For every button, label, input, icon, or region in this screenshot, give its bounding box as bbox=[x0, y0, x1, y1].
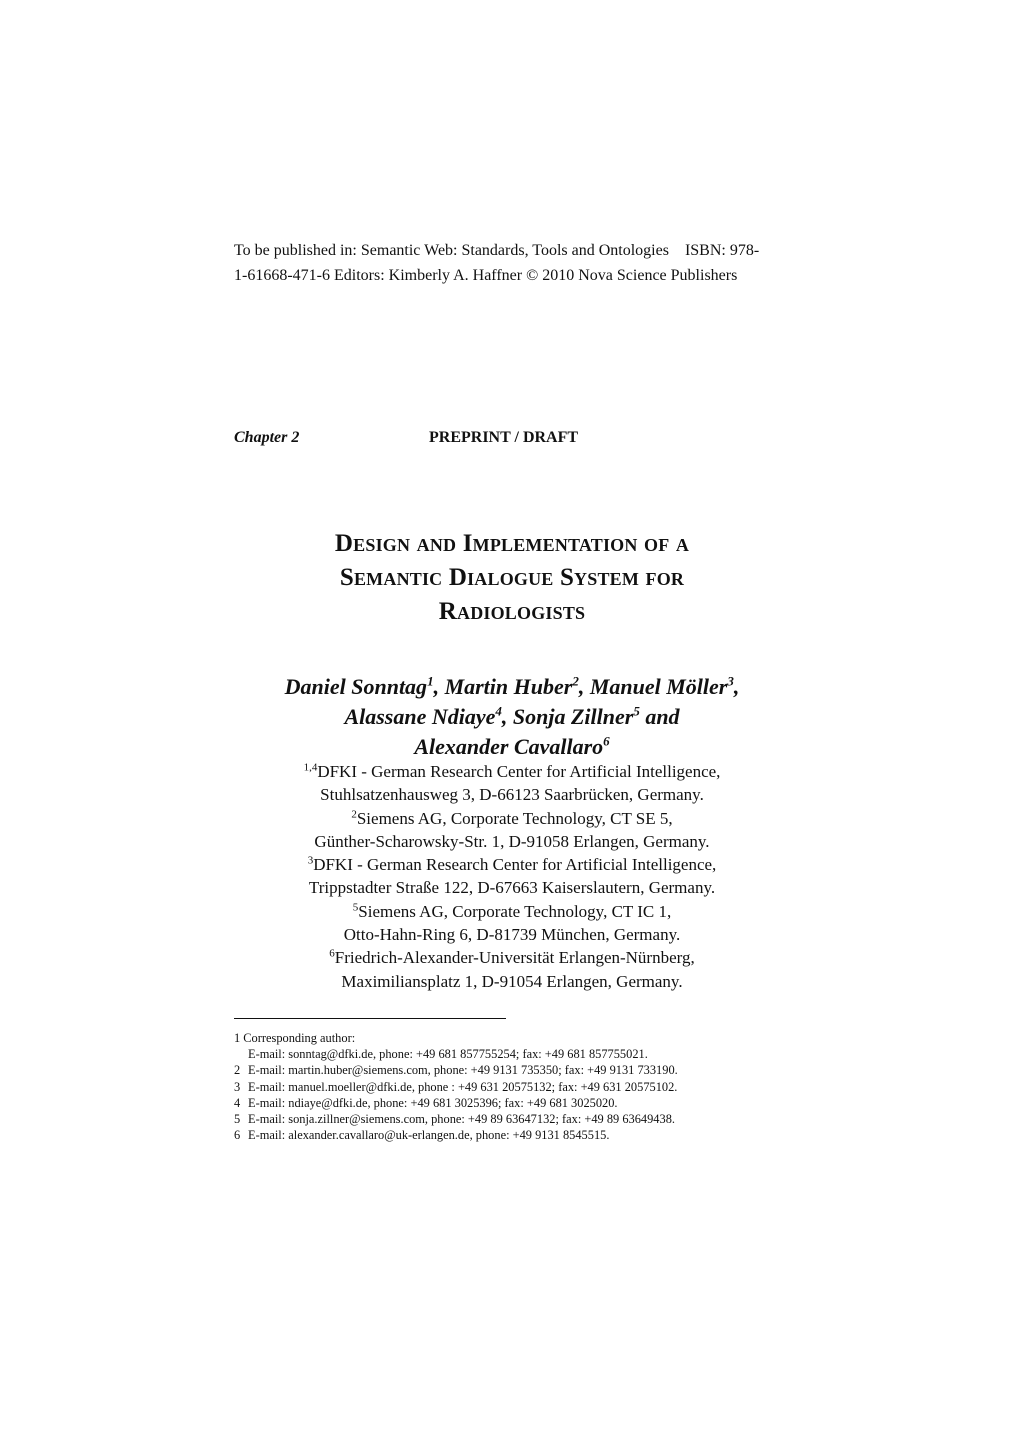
publication-note bbox=[234, 238, 804, 288]
author-list bbox=[180, 672, 844, 762]
title-line: Semantic Dialogue System for bbox=[339, 564, 685, 591]
author-name: Martin Huber bbox=[444, 674, 573, 699]
footnote-number: 4 bbox=[234, 1095, 241, 1110]
affiliation-line: Günther-Scharowsky-Str. 1, D-91058 Erlangen, Germany. bbox=[314, 831, 710, 851]
affiliation-text: DFKI - German Research Center for Artificial Intelligence, bbox=[313, 855, 717, 875]
footnote bbox=[234, 1127, 794, 1143]
draft-status: PREPRINT / DRAFT bbox=[429, 429, 579, 446]
affiliation-line bbox=[180, 900, 844, 923]
affiliation-mark: 3 bbox=[307, 854, 314, 867]
footnote-divider bbox=[234, 1018, 506, 1019]
footnote-text: E-mail: sonja.zillner@siemens.com, phone: +49 89 63647132; fax: +49 89 63649438. bbox=[248, 1112, 675, 1127]
affiliation-mark: 1,4 bbox=[303, 761, 318, 774]
author-separator: , bbox=[578, 674, 590, 699]
affiliation-line bbox=[180, 760, 844, 783]
author-line bbox=[180, 672, 844, 702]
footnote-text: E-mail: alexander.cavallaro@uk-erlangen.de, phone: +49 9131 8545515. bbox=[248, 1128, 610, 1143]
affiliation-text: Friedrich-Alexander-Universität Erlangen-Nürnberg, bbox=[334, 948, 695, 968]
footnote-number: 5 bbox=[234, 1112, 241, 1127]
footnote bbox=[234, 1111, 794, 1127]
affiliation-text: DFKI - German Research Center for Artificial Intelligence, bbox=[317, 762, 721, 781]
publication-line: To be published in: Semantic Web: Standards, Tools and Ontologies ISBN: 978- bbox=[234, 242, 760, 259]
paper-title bbox=[200, 527, 824, 629]
affiliation-line: Stuhlsatzenhausweg 3, D-66123 Saarbrücken, Germany. bbox=[320, 785, 704, 805]
affiliation-line: Otto-Hahn-Ring 6, D-81739 München, Germany. bbox=[343, 925, 681, 945]
author-mark: 6 bbox=[603, 733, 610, 749]
footnote bbox=[234, 1062, 794, 1078]
affiliation-line: Trippstadter Straße 122, D-67663 Kaiserslautern, Germany. bbox=[308, 878, 716, 898]
footnote-label: 1 Corresponding author: bbox=[234, 1031, 356, 1045]
footnote-text: E-mail: martin.huber@siemens.com, phone: +49 9131 735350; fax: +49 9131 733190. bbox=[248, 1063, 678, 1078]
author-mark: 2 bbox=[572, 673, 579, 689]
author-line bbox=[180, 732, 844, 762]
author-name: Sonja Zillner bbox=[512, 704, 634, 729]
footnote-number: 3 bbox=[234, 1079, 241, 1094]
author-separator: , bbox=[433, 674, 445, 699]
author-name: Alassane Ndiaye bbox=[344, 704, 496, 729]
footnote-text: E-mail: sonntag@dfki.de, phone: +49 681 857755254; fax: +49 681 857755021. bbox=[248, 1047, 648, 1062]
author-separator: and bbox=[639, 704, 680, 729]
affiliation-mark: 6 bbox=[329, 947, 335, 960]
footnote-text: E-mail: ndiaye@dfki.de, phone: +49 681 3025396; fax: +49 681 3025020. bbox=[248, 1095, 618, 1110]
author-mark: 1 bbox=[427, 673, 434, 689]
chapter-label: Chapter 2 bbox=[234, 429, 300, 446]
author-line bbox=[180, 702, 844, 732]
footnote bbox=[234, 1079, 794, 1095]
author-mark: 5 bbox=[633, 703, 640, 719]
chapter-row bbox=[234, 429, 794, 451]
footnote-text: E-mail: manuel.moeller@dfki.de, phone : +49 631 20575132; fax: +49 631 20575102. bbox=[248, 1079, 678, 1094]
affiliation-mark: 2 bbox=[351, 807, 357, 820]
footnote-number: 6 bbox=[234, 1128, 241, 1143]
author-name: Manuel Möller bbox=[589, 674, 728, 699]
affiliation-line: Maximiliansplatz 1, D-91054 Erlangen, Germany. bbox=[341, 971, 683, 991]
author-name: Daniel Sonntag bbox=[284, 674, 428, 699]
affiliation-mark: 5 bbox=[352, 901, 359, 914]
title-line: Radiologists bbox=[438, 598, 586, 625]
footnote-number: 2 bbox=[234, 1063, 241, 1078]
author-name: Alexander Cavallaro bbox=[414, 734, 604, 759]
footnotes bbox=[234, 1030, 794, 1143]
publication-line: 1-61668-471-6 Editors: Kimberly A. Haffner © 2010 Nova Science Publishers bbox=[234, 267, 738, 284]
author-mark: 4 bbox=[495, 703, 502, 719]
affiliation-list bbox=[180, 760, 844, 993]
author-separator: , bbox=[733, 674, 740, 699]
author-separator: , bbox=[501, 704, 513, 729]
affiliation-text: Siemens AG, Corporate Technology, CT IC 1, bbox=[358, 901, 672, 921]
affiliation-line bbox=[180, 853, 844, 876]
author-mark: 3 bbox=[727, 673, 734, 689]
footnote bbox=[234, 1095, 794, 1111]
title-line: Design and Implementation of a bbox=[334, 530, 690, 557]
affiliation-line bbox=[180, 946, 844, 969]
affiliation-line bbox=[180, 807, 844, 830]
affiliation-text: Siemens AG, Corporate Technology, CT SE 5, bbox=[356, 808, 673, 828]
